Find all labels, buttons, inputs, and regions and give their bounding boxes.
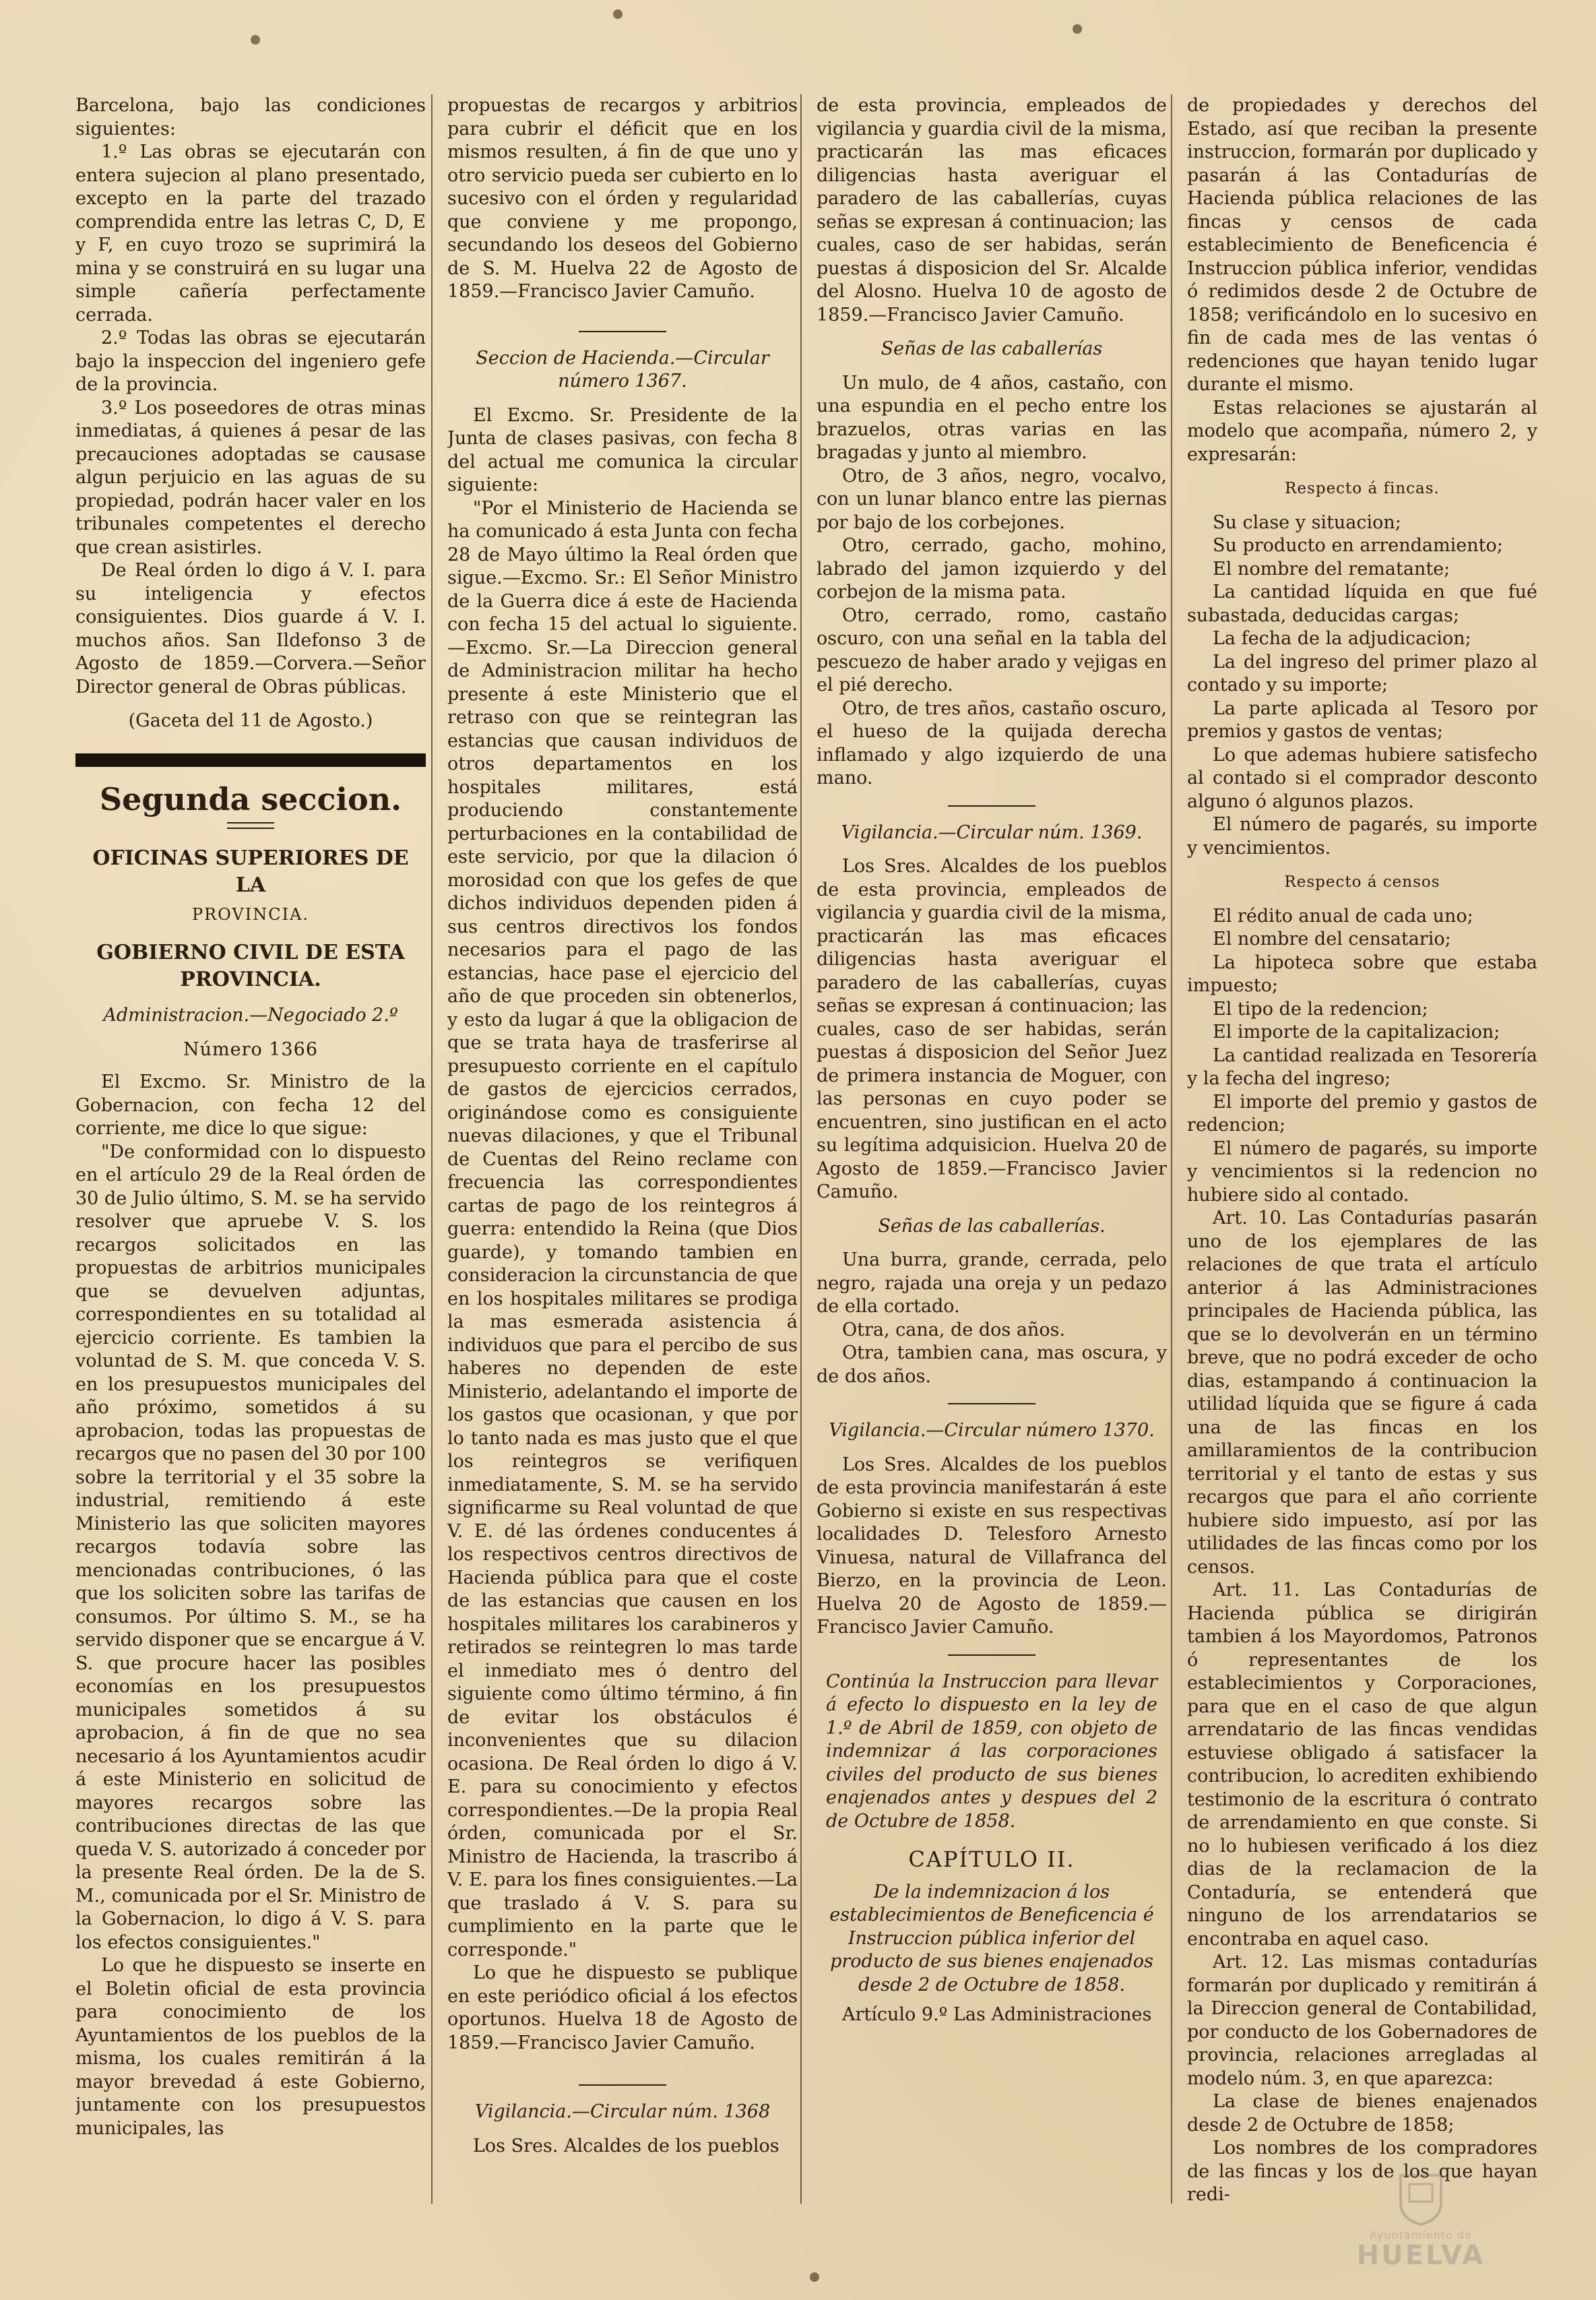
paragraph: propuestas de recargos y arbitrios para cubrir el déficit que en los mismos resulten, á fin de que uno y otro servicio pueda ser cubierto en lo sucesivo con el órden y regularidad que conviene y me propongo, secundando los deseos del Gobierno de S. M. Huelva 22 de Agosto de 1859.—Francisco Javier Camuño. bbox=[447, 95, 798, 302]
list-item: Lo que ademas hubiere satisfecho al contado si el comprador desconto alguno ó algunos plazos. bbox=[1187, 744, 1537, 812]
ink-spot bbox=[810, 2272, 819, 2282]
list-item: Los nombres de los compradores de las fincas y los de los que hayan redi- bbox=[1187, 2138, 1537, 2205]
list-item: Su producto en arrendamiento; bbox=[1213, 535, 1503, 556]
section-divider bbox=[75, 753, 426, 767]
paragraph: Un mulo, de 4 años, castaño, con una espundia en el pecho entre los brazuelos, otras varias en las bragadas y junto al miembro. bbox=[817, 372, 1167, 463]
watermark-line: Ayuntamiento de bbox=[1370, 2229, 1472, 2241]
paragraph: de esta provincia, empleados de vigilancia y guardia civil de la misma, practicarán las mas eficaces diligencias hasta averiguar el paradero de las caballerías, cuyas señas se expresan á continuacion; las cuales, caso de ser habidas, serán puestas á disposicion del Sr. Alcalde del Alosno. Huelva 10 de agosto de 1859.—Francisco Javier Camuño. bbox=[817, 95, 1167, 325]
paragraph: 1.º Las obras se ejecutarán con entera sujecion al plano presentado, excepto en la parte del trazado comprendida entre las letras C, D, E y F, en cuyo trozo se suprimirá la mina y se construirá en su lugar una simple cañería perfectamente cerrada. bbox=[75, 142, 426, 325]
subheading: Señas de las caballerías. bbox=[878, 1215, 1106, 1237]
article: Art. 10. Las Contadurías pasarán uno de los ejemplares de las relaciones de que trata el artículo anterior á las Administraciones principales de Hacienda pública, las que se lo devolverán en un término breve, que no podrá exceder de ocho dias, estampando á continuacion la utilidad líquida que se figure á cada una de las fincas en los amillaramientos de la contribucion territorial y el tanto de estas y sus recargos que para el año corriente hubiere sido impuesto, así por las utilidades de las fincas como por los censos. bbox=[1187, 1208, 1537, 1578]
list-item: La cantidad realizada en Tesorería y la fecha del ingreso; bbox=[1187, 1045, 1537, 1089]
coat-of-arms-icon bbox=[1397, 2172, 1444, 2226]
column-1 bbox=[75, 94, 426, 2224]
paragraph: 3.º Los poseedores de otras minas inmediatas, á quienes á pesar de las precauciones adoptadas se causase algun perjuicio en las aguas de su propiedad, podrán hacer valer en los tribunales competentes el derecho que crean asistirles. bbox=[75, 397, 426, 558]
column-2 bbox=[447, 94, 798, 2224]
column-rule bbox=[1171, 94, 1172, 2204]
administration-heading: Administracion.—Negociado 2.º bbox=[103, 1005, 398, 1026]
watermark-city: HUELVA bbox=[1356, 2240, 1486, 2271]
list-item: El número de pagarés, su importe y vencimientos. bbox=[1187, 814, 1537, 859]
article: Art. 12. Las mismas contadurías formarán por duplicado y remitirán á la Direccion general de Contabilidad, por conducto de los Gobernadores de provincia, relaciones arregladas al modelo núm. 3, en que aparezca: bbox=[1187, 1952, 1537, 2089]
paragraph: Otro, cerrado, romo, castaño oscuro, con una señal en la tabla del pescuezo de haber arado y vejigas en el pié derecho. bbox=[817, 604, 1167, 695]
list-item: El rédito anual de cada uno; bbox=[1213, 905, 1473, 927]
circular-heading: Vigilancia.—Circular núm. 1369. bbox=[841, 821, 1143, 843]
ink-spot bbox=[613, 9, 623, 19]
column-3 bbox=[817, 94, 1167, 2224]
paragraph: Otro, de tres años, castaño oscuro, el hueso de la quijada derecha inflamado y algo izquierdo de una mano. bbox=[817, 697, 1167, 788]
short-divider bbox=[948, 805, 1035, 807]
short-divider bbox=[579, 331, 666, 332]
paragraph: Otro, de 3 años, negro, vocalvo, con un lunar blanco entre las piernas por bajo de los corbejones. bbox=[817, 465, 1167, 533]
archive-watermark bbox=[1327, 2172, 1515, 2273]
subheading: Señas de las caballerías bbox=[881, 338, 1103, 359]
paragraph: Lo que he dispuesto se inserte en el Boletin oficial de esta provincia para conocimiento de los Ayuntamientos de los pueblos de la misma, los cuales remitirán á la mayor brevedad á este Gobierno, juntamente con los presupuestos municipales, las bbox=[75, 1955, 426, 2139]
offices-heading: OFICINAS SUPERIORES DE LA bbox=[92, 846, 409, 897]
paragraph: de propiedades y derechos del Estado, así que reciban la presente instruccion, formarán por duplicado y pasarán á las Contadurías de Hacienda pública relaciones de las fincas y censos de cada establecimiento de Beneficencia é Instruccion pública inferior, vendidas ó redimidos desde 2 de Octubre de 1858; verificándolo en lo sucesivo en fin de cada mes de las ventas ó redenciones que hayan tenido lugar durante el mismo. bbox=[1187, 95, 1537, 395]
list-item: El importe de la capitalizacion; bbox=[1213, 1022, 1500, 1043]
list-item: La cantidad líquida en que fué subastada, deducidas cargas; bbox=[1187, 582, 1537, 626]
subheading: Respecto á censos bbox=[1284, 873, 1440, 891]
list-item: El importe del premio y gastos de redencion; bbox=[1187, 1091, 1537, 1136]
paragraph: Otro, cerrado, gacho, mohino, labrado del jamon izquierdo y del corbejon de la misma pata. bbox=[817, 535, 1167, 602]
instruction-heading: Continúa la Instruccion para llevar á efecto lo dispuesto en la ley de 1.º de Abril de 1859, con objeto de indemnizar á las corporaciones civiles del producto de sus bienes enajenados antes y despues del 2 de Octubre de 1858. bbox=[826, 1671, 1157, 1832]
list-item: El tipo de la redencion; bbox=[1213, 998, 1428, 1020]
paragraph: Otra, tambien cana, mas oscura, y de dos años. bbox=[817, 1342, 1167, 1387]
paragraph: Los Sres. Alcaldes de los pueblos bbox=[473, 2135, 779, 2156]
ink-spot bbox=[1073, 24, 1082, 34]
paragraph: Los Sres. Alcaldes de los pueblos de esta provincia, empleados de vigilancia y guardia civil de la misma, practicarán las mas eficaces diligencias hasta averiguar el paradero de las caballerías, cuyas señas se expresan á continuacion; las cuales, caso de ser habidas, serán puestas á disposicion del Señor Juez de primera instancia de Moguer, con las personas en cuyo poder se encuentren, sino justifican en el acto su legítima adquisicion. Huelva 20 de Agosto de 1859.—Francisco Javier Camuño. bbox=[817, 856, 1167, 1202]
province-heading: PROVINCIA. bbox=[191, 904, 310, 924]
ink-spot bbox=[251, 35, 260, 44]
paragraph: Una burra, grande, cerrada, pelo negro, rajada una oreja y un pedazo de ella cortado. bbox=[817, 1249, 1167, 1317]
paragraph: El Excmo. Sr. Presidente de la Junta de clases pasivas, con fecha 8 del actual me comunica la circular siguiente: bbox=[447, 404, 798, 495]
paragraph: De Real órden lo digo á V. I. para su inteligencia y efectos consiguientes. Dios guarde á V. I. muchos años. San Ildefonso 3 de Agosto de 1859.—Corvera.—Señor Director general de Obras públicas. bbox=[75, 560, 426, 697]
paragraph: "Por el Ministerio de Hacienda se ha comunicado á esta Junta con fecha 28 de Mayo último la Real órden que sigue.—Excmo. Sr.: El Señor Ministro de la Guerra dice á este de Hacienda con fecha 15 del actual lo siguiente.—Excmo. Sr.—La Direccion general de Administracion militar ha hecho presente á este Ministerio que el retraso con que se reintegran las estancias que causan individuos de otros departamentos en los hospitales militares, está produciendo constantemente perturbaciones en la contabilidad de este servicio, por que la dilacion ó morosidad con que los gefes de que dichos individuos dependen piden á sus centros directivos los fondos necesarios para el pago de las estancias, hace pase el ejercicio del año de que proceden sin obtenerlos, y esto da lugar á que la obligacion de que se trata haya de trasferirse al presupuesto corriente en el capítulo de gastos de ejercicios cerrados, originándose como es consiguiente nuevas dilaciones, y que el Tribunal de Cuentas del Reino reclame con frecuencia las correspondientes cartas de pago de los reintegros á guerra: entendido la Reina (que Dios guarde), y tomando tambien en consideracion la circunstancia de que en los hospitales militares se prodiga la mas esmerada asistencia á individuos que para el percibo de sus haberes no dependen de este Ministerio, adelantando el importe de los gastos que ocasionan, y que por lo tanto nada es mas justo que el que los reintegros se verifiquen inmediatamente, S. M. se ha servido significarme su Real voluntad de que V. E. dé las órdenes conducentes á los respectivos centros directivos de Hacienda pública para que el coste de las estancias que causen en los hospitales militares los carabineros y retirados se reintegren lo mas tarde el inmediato mes ó dentro del siguiente como último término, á fin de evitar los obstáculos é inconvenientes que su dilacion ocasiona. De Real órden lo digo á V. E. para su conocimiento y efectos correspondientes.—De la propia Real órden, comunicada por el Sr. Ministro de Hacienda, la trascribo á V. E. para los fines consiguientes.—La que traslado á V. S. para su cumplimiento en la parte que le corresponde." bbox=[447, 497, 798, 1960]
list-item: Su clase y situacion; bbox=[1213, 511, 1401, 533]
paragraph: Estas relaciones se ajustarán al modelo que acompaña, número 2, y expresarán: bbox=[1187, 397, 1537, 465]
list-item: La hipoteca sobre que estaba impuesto; bbox=[1187, 952, 1537, 996]
short-divider bbox=[579, 2084, 666, 2086]
paragraph: Los Sres. Alcaldes de los pueblos de esta provincia manifestarán á este Gobierno si existe en sus respectivas localidades D. Telesforo Arnesto Vinuesa, natural de Villafranca del Bierzo, en la provincia de Leon. Huelva 20 de Agosto de 1859.—Francisco Javier Camuño. bbox=[817, 1454, 1167, 1638]
circular-heading: Vigilancia.—Circular número 1370. bbox=[829, 1420, 1155, 1441]
list-item: La fecha de la adjudicacion; bbox=[1213, 628, 1471, 649]
paragraph: Barcelona, bajo las condiciones siguientes: bbox=[75, 95, 426, 139]
article: Art. 11. Las Contadurías de Hacienda pública se dirigirán tambien á los Mayordomos, Patronos ó representantes de los establecimientos y Corporaciones, para que en el caso de que algun arrendatario de las fincas vendidas estuviese obligado á satisfacer la contribucion, lo acrediten exhibiendo testimonio de la escritura ó contrato de arrendamiento en que conste. Si no lo hubiesen verificado á los diez dias de la reclamacion de la Contaduría, se entenderá que ninguno de los arrendatarios se encontraba en aquel caso. bbox=[1187, 1580, 1537, 1950]
paragraph: "De conformidad con lo dispuesto en el artículo 29 de la Real órden de 30 de Julio último, S. M. se ha servido resolver que apruebe V. S. los recargos solicitados en las propuestas de arbitrios municipales que se devuelven adjuntas, correspondientes en su totalidad al ejercicio corriente. Es tambien la voluntad de S. M. que conceda V. S. en los presupuestos municipales del año próximo, sometidos á su aprobacion, todas las propuestas de recargos que no pasen del 30 por 100 sobre la territorial y el 35 sobre la industrial, remitiendo á este Ministerio las que soliciten mayores recargos todavía sobre las mencionadas contribuciones, ó las que los soliciten sobre las tarifas de consumos. Por último S. M., se ha servido disponer que se encargue á V. S. que procure hacer las posibles economías en los presupuestos municipales sometidos á su aprobacion, á fin de que no sea necesario á los Ayuntamientos acudir á este Ministerio en solicitud de mayores recargos sobre las contribuciones directas de las que queda V. S. autorizado á conceder por la presente Real órden. De la de S. M., comunicada por el Sr. Ministro de la Gobernacion, lo digo á V. S. para los efectos consiguientes." bbox=[75, 1141, 426, 1953]
column-rule bbox=[800, 94, 802, 2204]
number-heading: Número 1366 bbox=[183, 1038, 319, 1060]
short-divider bbox=[948, 1403, 1035, 1404]
circular-heading: Seccion de Hacienda.—Circular número 1367. bbox=[476, 347, 769, 392]
chapter-title: CAPÍTULO II. bbox=[908, 1846, 1075, 1872]
chapter-subtitle: De la indemnizacion á los establecimientos de Beneficencia é Instruccion pública inferior del producto de sus bienes enajenados desde 2 de Octubre de 1858. bbox=[829, 1881, 1154, 1995]
gazette-note: (Gaceta del 11 de Agosto.) bbox=[128, 710, 373, 731]
column-4 bbox=[1187, 94, 1537, 2224]
list-item: La clase de bienes enajenados desde 2 de Octubre de 1858; bbox=[1187, 2091, 1537, 2136]
short-divider bbox=[948, 1654, 1035, 1656]
paragraph: Lo que he dispuesto se publique en este periódico oficial á los efectos oportunos. Huelva 18 de Agosto de 1859.—Francisco Javier Camuño. bbox=[447, 1962, 798, 2053]
paragraph: 2.º Todas las obras se ejecutarán bajo la inspeccion del ingeniero gefe de la provincia. bbox=[75, 328, 426, 395]
title-rule bbox=[227, 822, 274, 829]
subheading: Respecto á fincas. bbox=[1285, 480, 1440, 497]
circular-heading: Vigilancia.—Circular núm. 1368 bbox=[474, 2101, 771, 2122]
list-item: La del ingreso del primer plazo al contado y su importe; bbox=[1187, 651, 1537, 695]
list-item: El número de pagarés, su importe y vencimientos si la redencion no hubiere sido al contado. bbox=[1187, 1138, 1537, 1206]
paragraph: Otra, cana, de dos años. bbox=[842, 1319, 1066, 1340]
list-item: La parte aplicada al Tesoro por premios y gastos de ventas; bbox=[1187, 697, 1537, 742]
column-rule bbox=[431, 94, 433, 2204]
list-item: El nombre del censatario; bbox=[1213, 929, 1451, 950]
list-item: El nombre del rematante; bbox=[1213, 558, 1450, 580]
section-title: Segunda seccion. bbox=[99, 780, 402, 817]
government-heading: GOBIERNO CIVIL DE ESTA PROVINCIA. bbox=[96, 941, 405, 991]
paragraph: Artículo 9.º Las Administraciones bbox=[842, 2004, 1152, 2025]
paragraph: El Excmo. Sr. Ministro de la Gobernacion, con fecha 12 del corriente, me dice lo que sigue: bbox=[75, 1071, 426, 1139]
